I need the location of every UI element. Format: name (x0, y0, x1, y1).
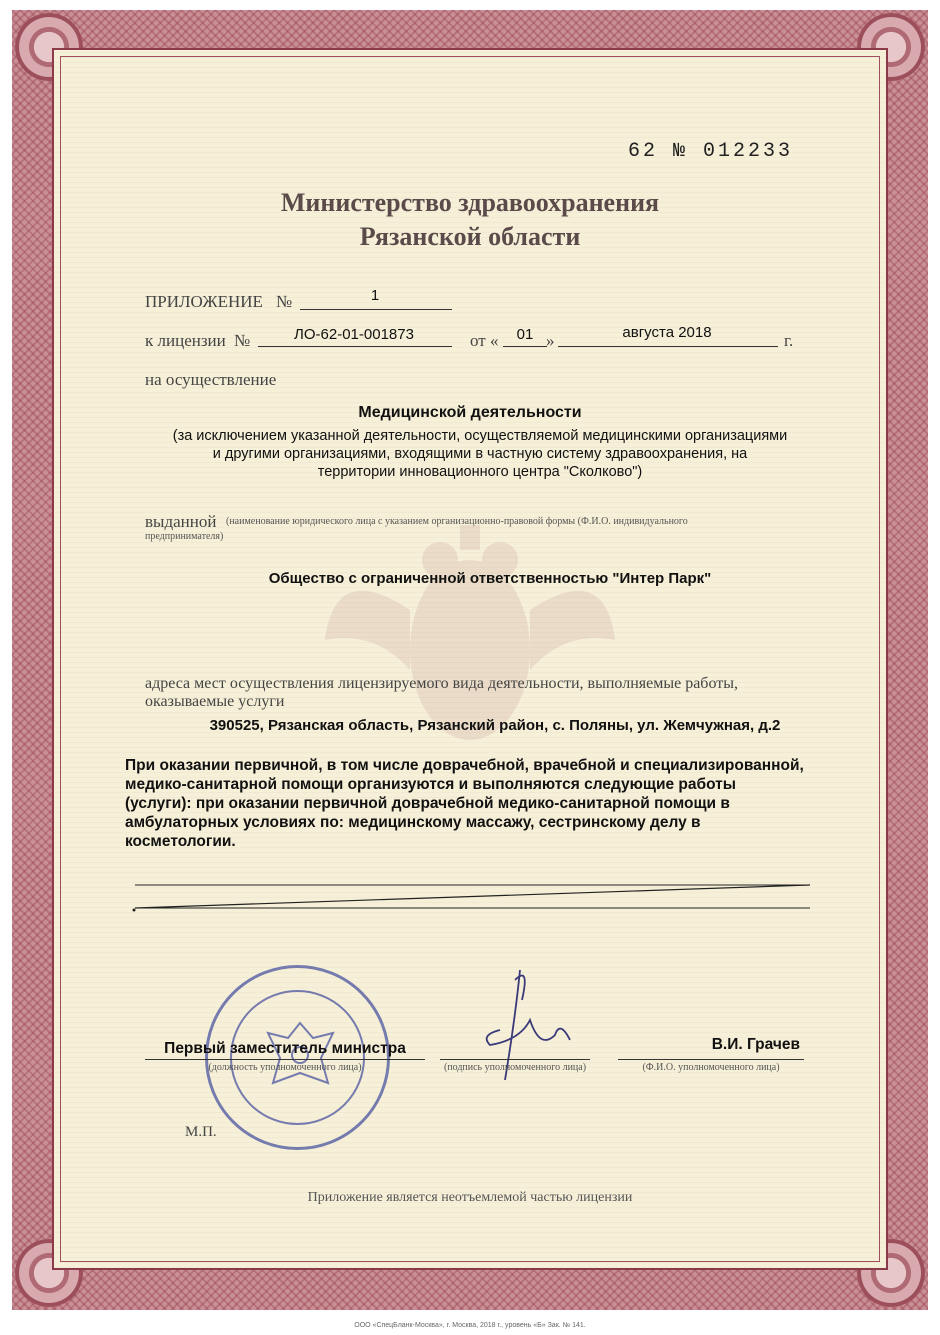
blank-strike-lines (120, 870, 820, 920)
signature-underline (440, 1059, 590, 1060)
double-eagle-watermark-icon (315, 520, 625, 780)
license-year-suffix: г. (784, 331, 794, 350)
signer-position: Первый заместитель министра (164, 1040, 406, 1057)
services-line-1: При оказании первичной, в том числе доврачебной, врачебной и специализированной, (125, 757, 804, 774)
license-month-year: августа 2018 (622, 324, 712, 341)
license-number-underline (258, 346, 452, 347)
ministry-title-line1: Министерство здравоохранения (280, 188, 660, 217)
issued-label: выданной (145, 512, 217, 531)
signature-hint: (подпись уполномоченного лица) (443, 1062, 587, 1073)
appendix-number-underline (300, 309, 452, 310)
activity-line-2: и другими организациями, входящими в частную систему здравоохранения, на (212, 446, 748, 462)
activity-label: на осуществление (145, 370, 277, 389)
license-label: к лицензии (145, 331, 226, 350)
services-line-4: амбулаторных условиях по: медицинскому массажу, сестринскому делу в (125, 814, 701, 831)
name-hint: (Ф.И.О. уполномоченного лица) (642, 1062, 780, 1073)
license-from-label: от « (470, 331, 499, 350)
organization-name: Общество с ограниченной ответственностью "Интер Парк" (268, 570, 712, 587)
license-no-sign: № (234, 331, 251, 350)
appendix-label: ПРИЛОЖЕНИЕ (145, 292, 263, 311)
name-underline (618, 1059, 804, 1060)
license-number: ЛО-62-01-001873 (294, 326, 414, 343)
services-line-2: медико-санитарной помощи организуются и выполняются следующие работы (125, 776, 737, 793)
appendix-number: 1 (370, 287, 380, 304)
activity-title: Медицинской деятельности (358, 404, 582, 421)
license-month-underline (558, 346, 778, 347)
address-label-line1: адреса мест осуществления лицензируемого вида деятельности, выполняемые работы, (145, 675, 738, 692)
services-line-3: (услуги): при оказании первичной доврачебной медико-санитарной помощи в (125, 795, 730, 812)
form-serial-number: 62 № 012233 (628, 140, 794, 163)
license-day-underline (503, 346, 547, 347)
issued-hint-line1: (наименование юридического лица с указанием организационно-правовой формы (Ф.И.О. индивидуального (226, 516, 688, 527)
handwritten-signature (460, 960, 580, 1100)
activity-line-1: (за исключением указанной деятельности, осуществляемой медицинскими организациями (172, 428, 788, 444)
issued-hint-line2: предпринимателя) (145, 531, 224, 542)
position-hint: (должность уполномоченного лица) (208, 1062, 362, 1073)
address-value: 390525, Рязанская область, Рязанский район, с. Поляны, ул. Жемчужная, д.2 (209, 717, 781, 734)
printer-imprint: ООО «СпецБланк-Москва», г. Москва, 2018 г., уровень «Б» Зак. № 141. (354, 1322, 586, 1329)
license-day: 01 (516, 326, 534, 343)
license-close-quote: » (546, 331, 555, 350)
signer-name: В.И. Грачев (711, 1036, 800, 1053)
mp-label: М.П. (185, 1124, 217, 1140)
activity-line-3: территории инновационного центра "Сколково") (317, 464, 643, 480)
address-label-line2: оказываемые услуги (145, 693, 285, 710)
services-line-5: косметологии. (125, 833, 236, 850)
ministry-title-line2: Рязанской области (359, 222, 581, 251)
appendix-no-sign: № (276, 292, 293, 311)
footer-note: Приложение является неотъемлемой частью лицензии (307, 1190, 633, 1205)
position-underline (145, 1059, 425, 1060)
